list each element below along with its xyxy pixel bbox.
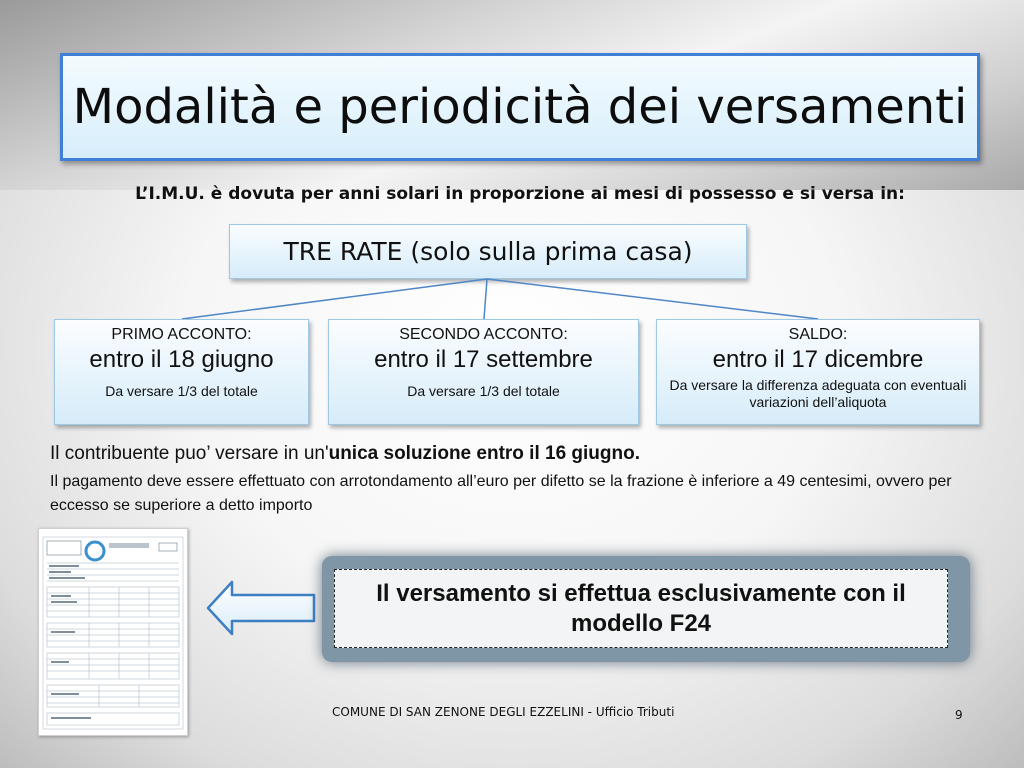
connector-line-left	[182, 279, 487, 319]
intro-text: L’I.M.U. è dovuta per anni solari in proporzione ai mesi di possesso e si versa in:	[135, 184, 905, 204]
page-title: Modalità e periodicità dei versamenti	[72, 79, 968, 135]
single-payment-text	[50, 443, 640, 465]
rate-box: TRE RATE (solo sulla prima casa)	[229, 224, 747, 279]
connector-line-right	[487, 279, 818, 319]
card-saldo	[656, 319, 980, 425]
card-deadline: entro il 18 giugno	[89, 346, 274, 373]
page-number: 9	[955, 708, 963, 722]
card-deadline: entro il 17 settembre	[374, 346, 593, 373]
card-note: Da versare 1/3 del totale	[407, 383, 560, 399]
left-arrow-icon	[206, 580, 316, 636]
f24-form-drawing	[39, 529, 187, 735]
card-note: Da versare 1/3 del totale	[105, 383, 258, 399]
card-heading: SECONDO ACCONTO:	[399, 326, 568, 343]
f24-form-image	[38, 528, 188, 736]
connector-line-middle	[484, 279, 487, 319]
card-secondo-acconto	[328, 319, 639, 425]
card-deadline: entro il 17 dicembre	[712, 346, 924, 373]
card-heading: PRIMO ACCONTO:	[111, 326, 252, 343]
rounding-note: Il pagamento deve essere effettuato con arrotondamento all’euro per difetto se la frazione è inferiore a 49 centesimi, ovvero per eccesso se superiore a detto importo	[50, 473, 952, 514]
single-payment-prefix: Il contribuente puo’ versare in un'	[50, 443, 329, 464]
card-note: Da versare la differenza adeguata con eventuali variazioni dell’aliquota	[669, 377, 967, 410]
f24-callout: Il versamento si effettua esclusivamente con il modello F24	[334, 569, 948, 648]
card-heading: SALDO:	[788, 326, 848, 343]
footer-text: COMUNE DI SAN ZENONE DEGLI EZZELINI - Ufficio Tributi	[332, 705, 675, 719]
card-primo-acconto	[54, 319, 309, 425]
single-payment-deadline: unica soluzione entro il 16 giugno.	[328, 443, 641, 464]
